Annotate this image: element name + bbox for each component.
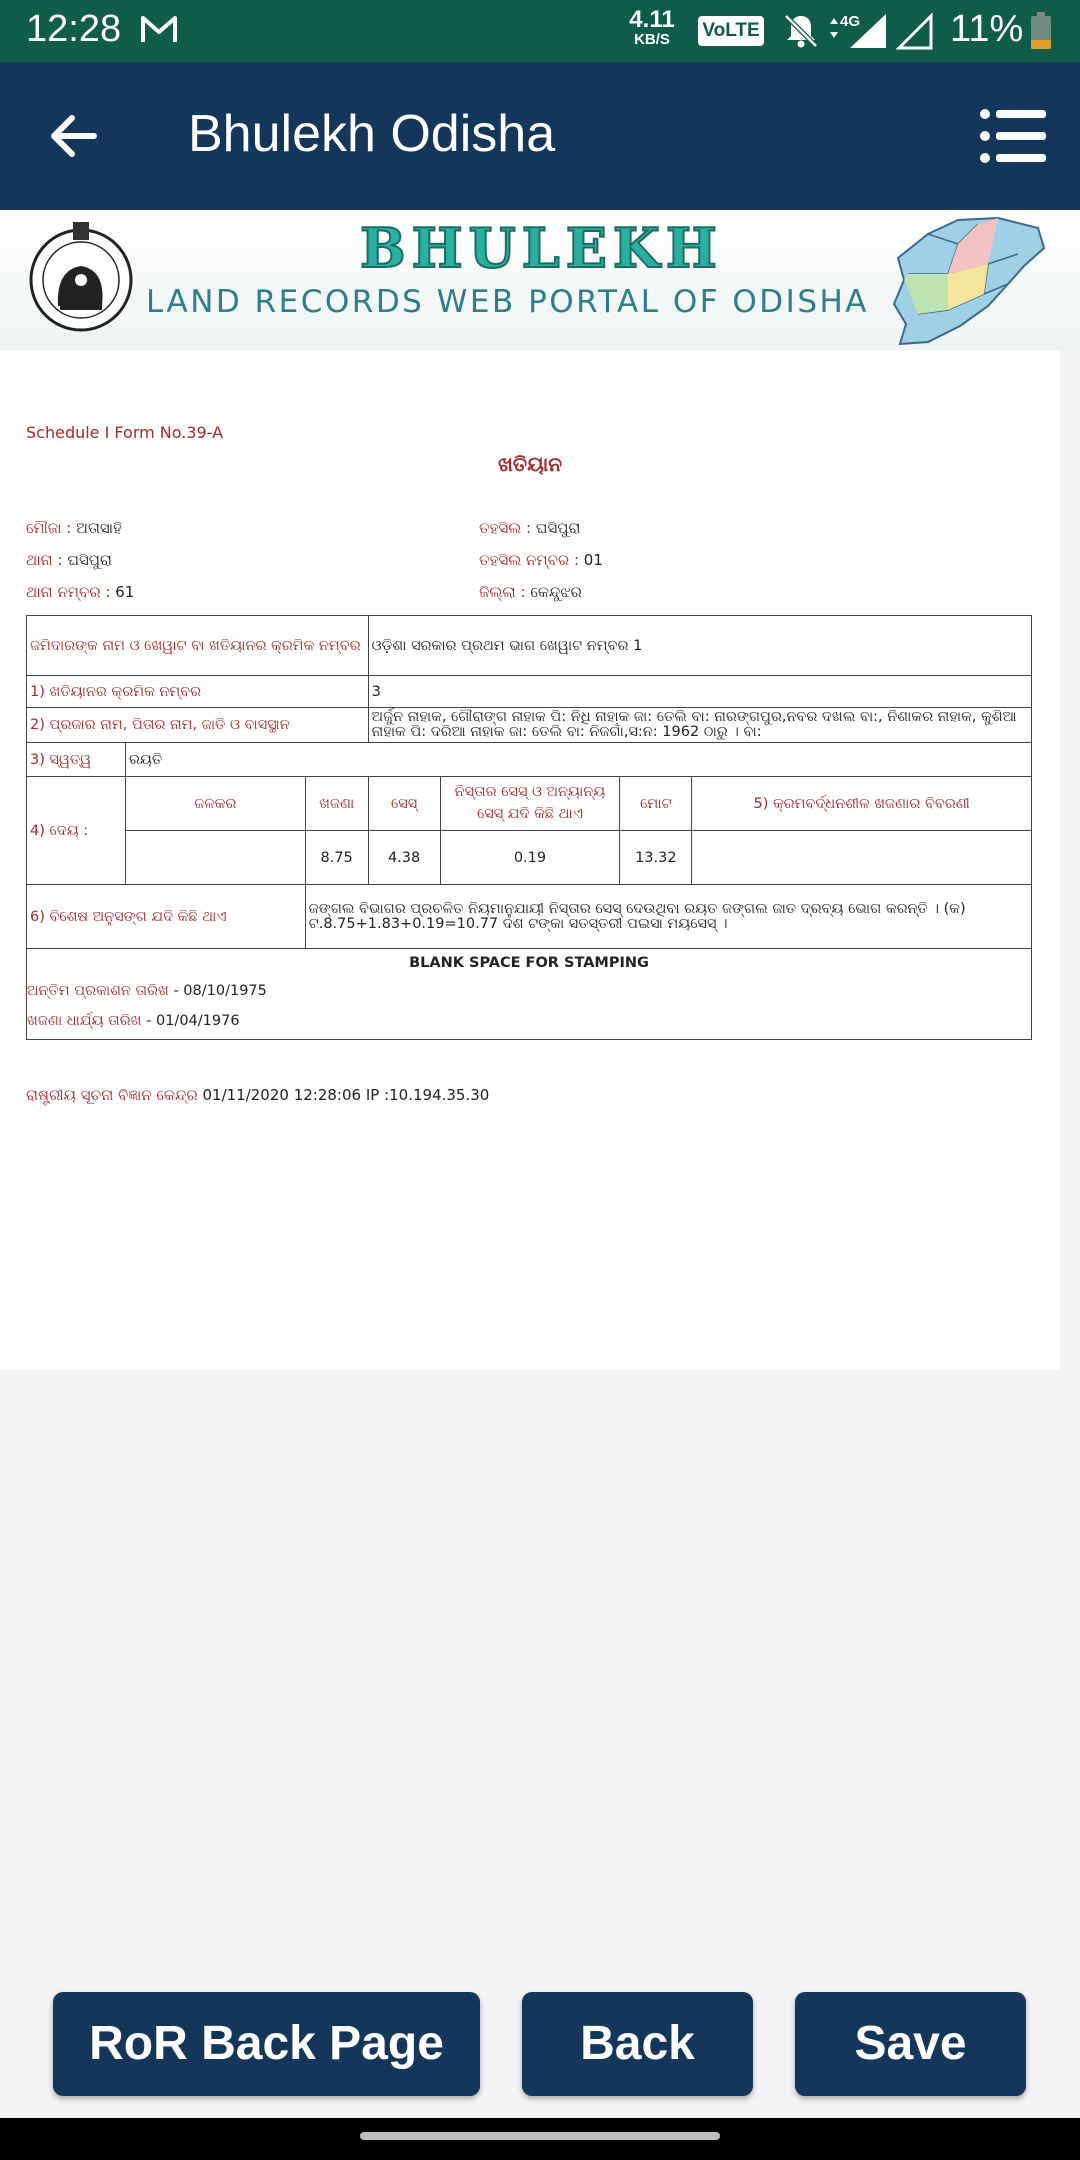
- dues-header-jalakar: ଜଳକର: [125, 777, 305, 831]
- dues-header-khajana: ଖଜଣା: [305, 777, 368, 831]
- dues-header-progressive-rent: 5) କ୍ରମବର୍ଦ୍ଧନଶୀଳ ଖଜଣାର ବିବରଣୀ: [692, 777, 1032, 831]
- bell-off-icon: [782, 12, 820, 50]
- status-bar: [0, 0, 1080, 62]
- meta-district: ଜିଲ୍ଲା : କେନ୍ଦୁଝର: [479, 583, 582, 601]
- signal-empty-icon: [896, 12, 934, 50]
- dues-header-cess: ସେସ୍: [368, 777, 440, 831]
- menu-list-icon[interactable]: [980, 108, 1046, 164]
- meta-tahasil-number: ତହସିଲ ନମ୍ବର : 01: [479, 551, 603, 569]
- right-label: 3) ସ୍ୱତ୍ୱ: [27, 743, 126, 777]
- tenant-value: ଅର୍ଜୁନ ନାହାକ, ଗୌରାଙ୍ଗ ନାହାକ ପି: ନିଧି ନାହାକ ଜା: ତେଲି ବା: ନାରଙ୍ଗପୁର,ନବର ଦଖଲ ବା:, ନିଶାକର ନାହାକ, କୁଶିଆ ନାହାକ ପି: ଦରିଆ ନାହାକ ଜା: ତେଲି ବା: ନିଜଗାଁ,ସ:ନ: 1962 ଠାରୁ । ବା:: [368, 708, 1031, 743]
- final-publication-date: ଅନ୍ତିମ ପ୍ରକାଶନ ତାରିଖ - 08/10/1975: [27, 983, 267, 1000]
- network-speed: 4.11 KB/S: [629, 6, 675, 48]
- battery-percent: 11%: [950, 8, 1024, 50]
- dues-khajana-value: 8.75: [305, 831, 368, 885]
- table-row: [27, 777, 1032, 831]
- dues-nistar-cess-value: 0.19: [440, 831, 620, 885]
- app-bar: [0, 62, 1080, 210]
- table-row: [27, 831, 1032, 885]
- dues-header-total: ମୋଟ: [620, 777, 692, 831]
- tenant-label: 2) ପ୍ରଜାର ନାମ, ପିତାର ନାମ, ଜାତି ଓ ବାସସ୍ଥାନ: [27, 708, 369, 743]
- dues-total-value: 13.32: [620, 831, 692, 885]
- stamp-title: BLANK SPACE FOR STAMPING: [409, 955, 649, 972]
- system-nav-bar: [0, 2118, 1080, 2160]
- gmail-icon: [140, 12, 178, 46]
- home-gesture-handle[interactable]: [360, 2132, 720, 2140]
- table-row: [27, 949, 1032, 1040]
- table-row: [27, 676, 1032, 708]
- dues-label: 4) ଦେୟ :: [27, 777, 126, 885]
- rent-assessment-date: ଖଜଣା ଧାର୍ଯ୍ୟ ତାରିଖ - 01/04/1976: [27, 1013, 240, 1030]
- zamindar-label: ଜମିଦାରଙ୍କ ନାମ ଓ ଖେୱାଟ ବା ଖତିୟାନର କ୍ରମିକ ନମ୍ବର: [27, 616, 369, 676]
- volte-badge: VoLTE: [698, 16, 764, 46]
- save-button[interactable]: Save: [795, 1992, 1026, 2096]
- khatiyan-serial-value: 3: [368, 676, 1031, 708]
- bhulekh-logo: BHULEKH: [360, 216, 723, 280]
- portal-banner: [0, 210, 1080, 350]
- table-row: [27, 885, 1032, 949]
- nic-footer: ରାଷ୍ଟ୍ରୀୟ ସୂଚନା ବିଜ୍ଞାନ କେନ୍ଦ୍ର 01/11/2020 12:28:06 IP :10.194.35.30: [26, 1086, 490, 1104]
- ror-table: [26, 615, 1032, 1040]
- back-arrow-icon[interactable]: [44, 106, 104, 166]
- meta-mouza: ମୌଜା : ଅତାସାହି: [26, 519, 122, 537]
- dues-jalakar-value: [125, 831, 305, 885]
- zamindar-value: ଓଡ଼ିଶା ସରକାର ପ୍ରଥମ ଭାଗ ଖେୱାଟ ନମ୍ବର 1: [368, 616, 1031, 676]
- stamp-area: [27, 949, 1032, 1040]
- app-title: Bhulekh Odisha: [188, 105, 556, 163]
- form-number: Schedule I Form No.39-A: [26, 423, 224, 442]
- special-remarks-value: ଜଙ୍ଗଲ ବିଭାଗର ପ୍ରଚଳିତ ନିୟମାନୁଯାୟୀ ନିସ୍ତାର ସେସ୍ ଦେଉଥିବା ରୟତ ଜଙ୍ଗଲ ଜାତ ଦ୍ରବ୍ୟ ଭୋଗ କରନ୍ତି । (କ) ଟ.8.75+1.83+0.19=10.77 ଦଶ ଟଙ୍କା ସତସ୍ତରୀ ପଇସା ମୟସେସ୍ ।: [305, 885, 1031, 949]
- svg-text:4G: 4G: [840, 13, 861, 30]
- right-value: ରୟତି: [125, 743, 1031, 777]
- dues-header-nistar-cess: ନିସ୍ତାର ସେସ୍ ଓ ଅନ୍ୟାନ୍ୟ ସେସ୍ ଯଦି କିଛି ଥାଏ: [440, 777, 620, 831]
- khatiyan-serial-label: 1) ଖତିୟାନର କ୍ରମିକ ନମ୍ବର: [27, 676, 369, 708]
- battery-icon: [1030, 12, 1052, 50]
- meta-thana: ଥାନା : ଘସିପୁରା: [26, 551, 112, 569]
- dues-progressive-rent-value: [692, 831, 1032, 885]
- status-time: 12:28: [26, 8, 122, 50]
- special-remarks-label: 6) ବିଶେଷ ଅନୁସଙ୍ଗ ଯଦି କିଛି ଥାଏ: [27, 885, 306, 949]
- dues-cess-value: 4.38: [368, 831, 440, 885]
- odisha-map-icon: [888, 214, 1048, 348]
- meta-thana-number: ଥାନା ନମ୍ବର : 61: [26, 583, 135, 601]
- ror-back-page-button[interactable]: RoR Back Page: [53, 1992, 480, 2096]
- meta-tahasil: ତହସିଲ : ଘସିପୁରା: [479, 519, 581, 537]
- signal-4g-icon: [826, 10, 890, 50]
- document-heading: ଖତିୟାନ: [497, 452, 563, 476]
- odisha-emblem-icon: [26, 218, 136, 340]
- table-row: [27, 708, 1032, 743]
- table-row: [27, 743, 1032, 777]
- table-row: [27, 616, 1032, 676]
- back-button[interactable]: Back: [522, 1992, 753, 2096]
- banner-subtitle: LAND RECORDS WEB PORTAL OF ODISHA: [146, 284, 870, 320]
